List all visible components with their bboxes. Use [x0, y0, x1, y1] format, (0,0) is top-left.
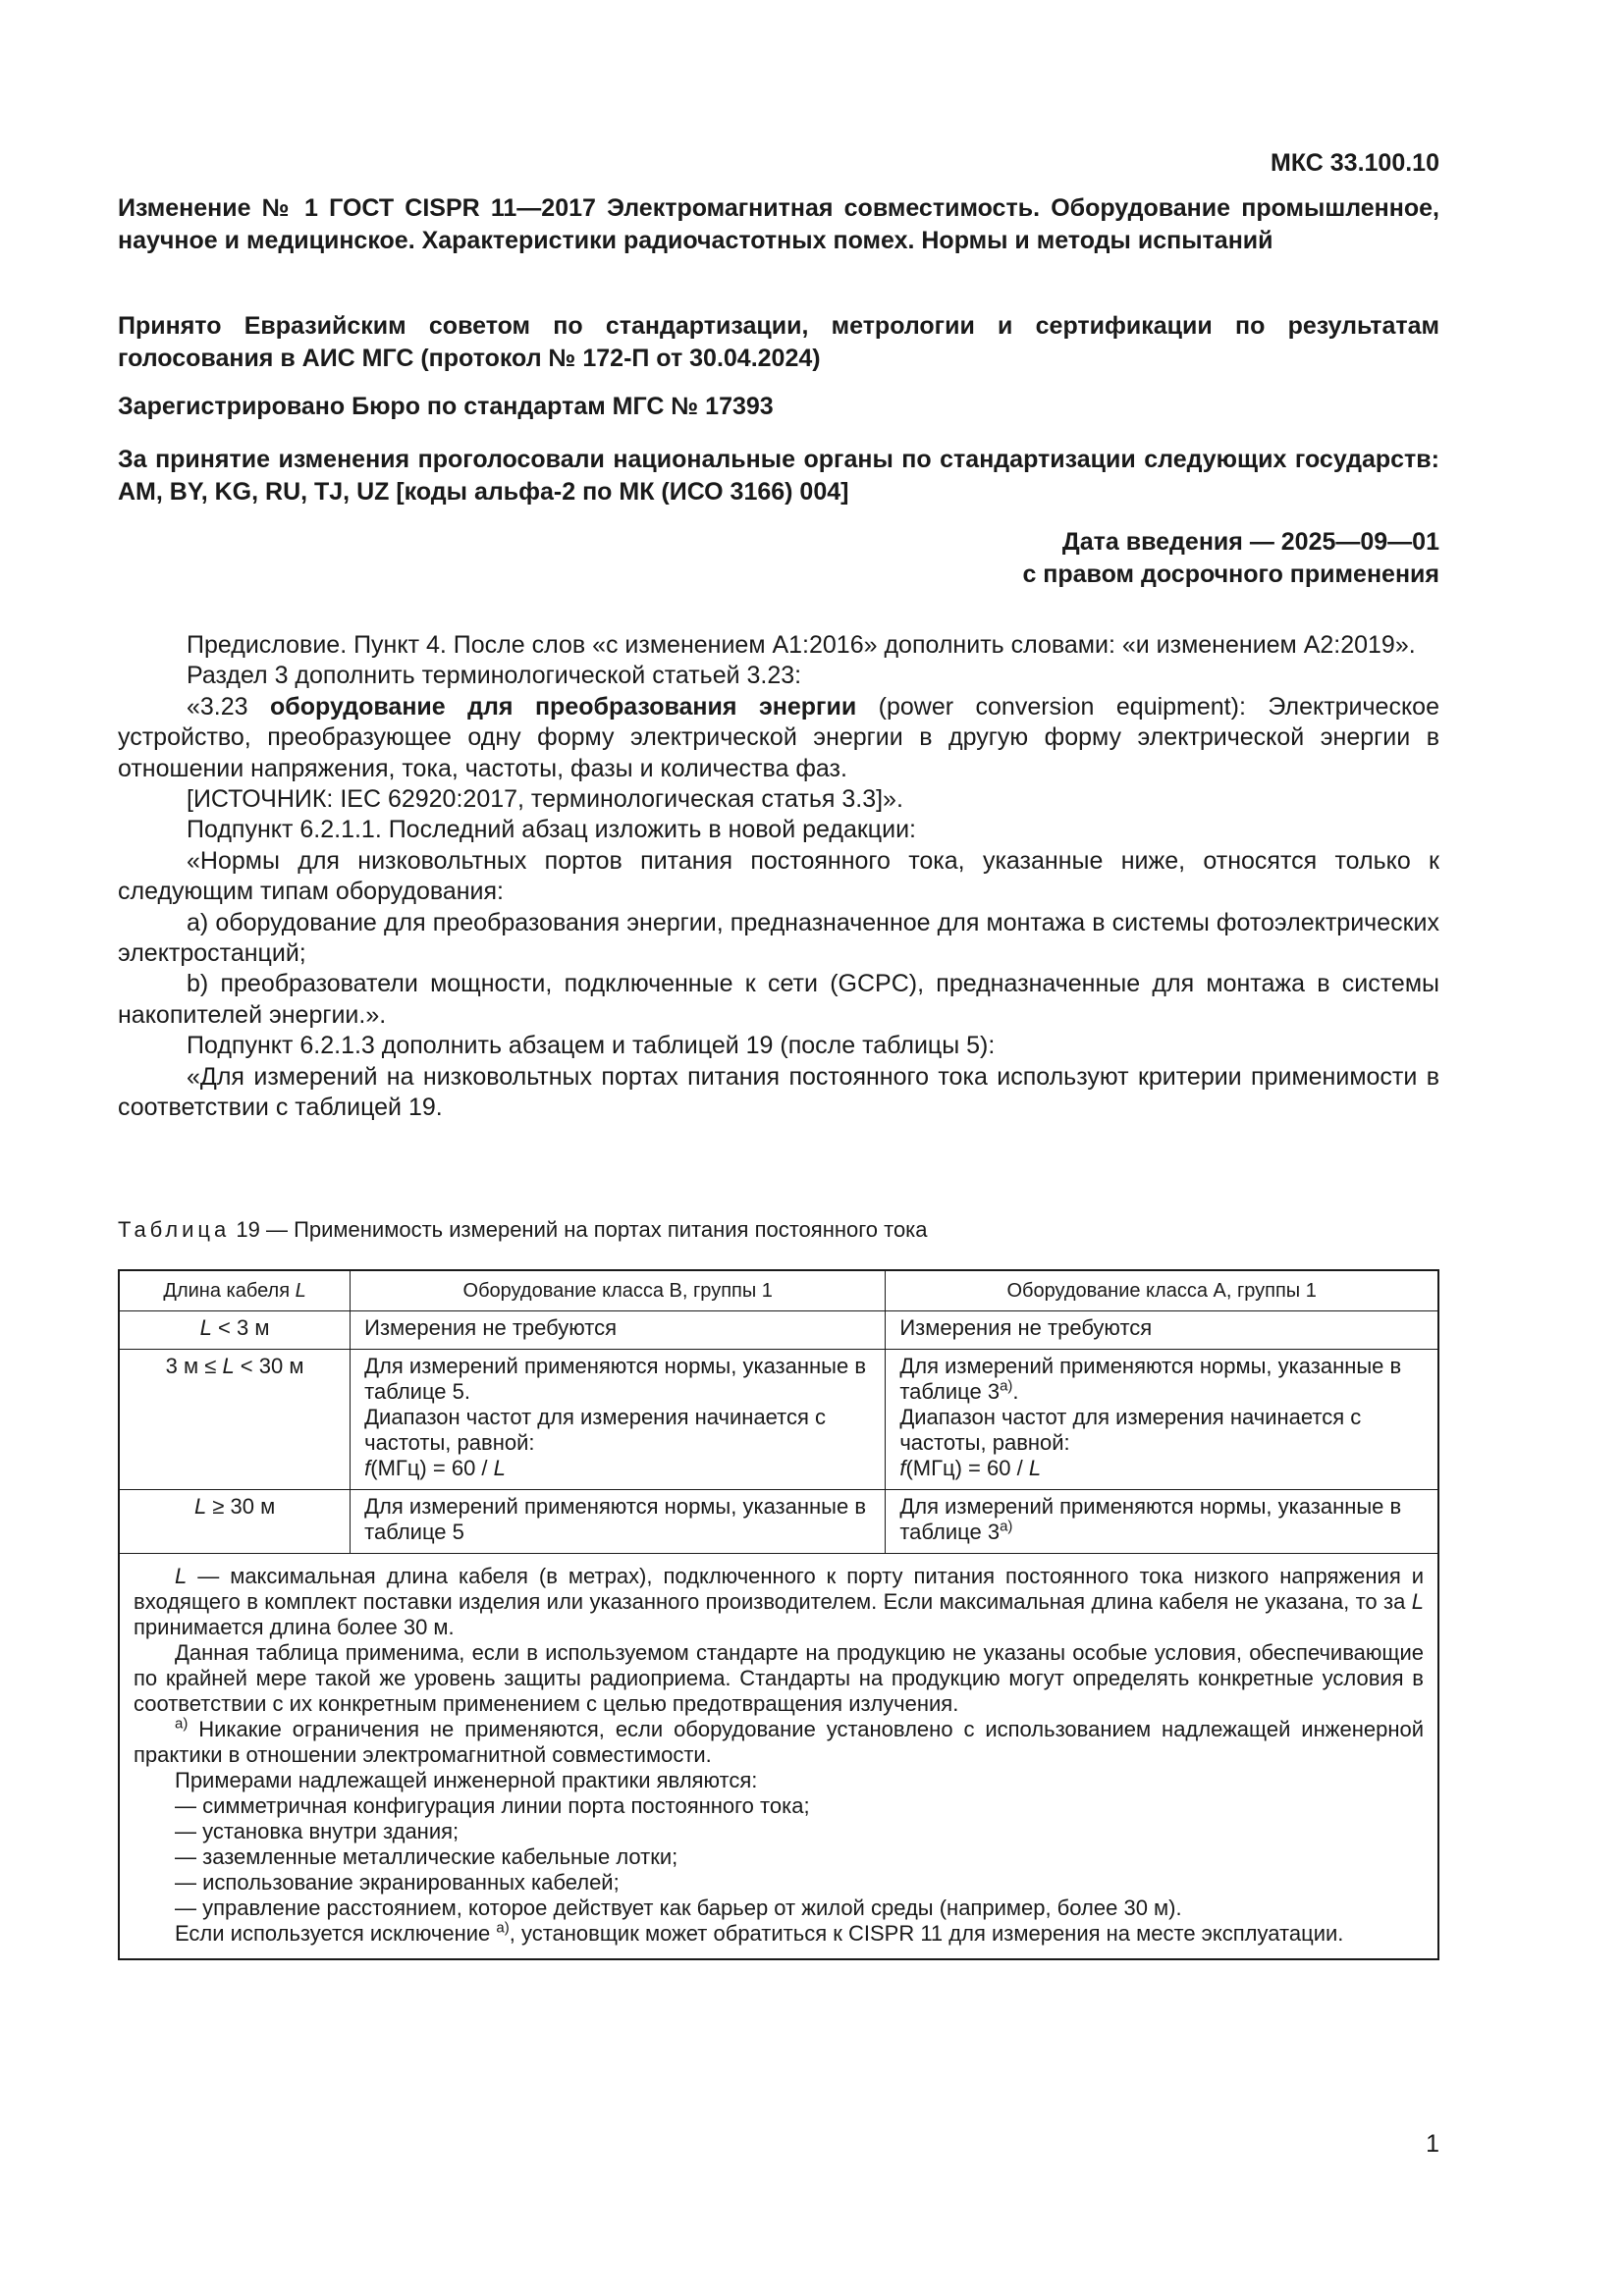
footnote-mark: а) — [496, 1919, 510, 1937]
list-item: — управление расстоянием, которое действует как барьер от жилой среды (например, более 30 м). — [175, 1896, 1182, 1920]
table-notes-row — [119, 1554, 1438, 1960]
adopted-statement: Принято Евразийским советом по стандартизации, метрологии и сертификации по результатам голосования в АИС МГС (протокол № 172-П от 30.04.2024) — [118, 312, 1439, 372]
note-var: L — [1411, 1589, 1424, 1614]
length-range: < 3 м — [211, 1315, 270, 1340]
class-a-frequency: Диапазон частот для измерения начинается с частоты, равной: — [899, 1405, 1362, 1455]
paragraph-6-2-1-3: Подпункт 6.2.1.3 дополнить абзацем и таблицей 19 (после таблицы 5): — [187, 1032, 996, 1060]
cell-class-a: Измерения не требуются — [886, 1311, 1438, 1350]
paragraph-term-3-23 — [118, 692, 1439, 784]
applicability-table — [118, 1269, 1439, 1960]
paragraph-section3: Раздел 3 дополнить терминологической статьей 3.23: — [187, 662, 802, 690]
cell-length — [119, 1490, 351, 1554]
list-item: — симметричная конфигурация линии порта постоянного тока; — [175, 1793, 810, 1818]
paragraph-source: [ИСТОЧНИК: IEC 62920:2017, терминологическая статья 3.3]». — [187, 785, 903, 814]
footnote-ref: а) — [1000, 1518, 1013, 1535]
header-cable-length — [119, 1270, 351, 1311]
formula-l: L — [1028, 1456, 1042, 1480]
amendment-body — [118, 630, 1439, 1124]
cell-class-b: Для измерений применяются нормы, указанные в таблице 5 — [351, 1490, 886, 1554]
paragraph-6-2-1-1: Подпункт 6.2.1.1. Последний абзац изложить в новой редакции: — [187, 816, 916, 844]
paragraph-item-b: b) преобразователи мощности, подключенные к сети (GCPC), предназначенные для монтажа в системы накопителей энергии.». — [118, 970, 1439, 1029]
class-a-norms-text: Для измерений применяются нормы, указанные в таблице 3 — [899, 1354, 1402, 1404]
cell-class-a — [886, 1490, 1438, 1554]
header-cable-length-text: Длина кабеля — [163, 1279, 296, 1302]
term-name: оборудование для преобразования энергии — [270, 692, 857, 721]
cell-class-b — [351, 1350, 886, 1490]
note-footnote-a — [134, 1717, 1424, 1768]
table-caption-text: 19 — Применимость измерений на портах питания постоянного тока — [230, 1217, 928, 1242]
formula-l: L — [493, 1456, 506, 1480]
header-class-b: Оборудование класса В, группы 1 — [351, 1270, 886, 1311]
formula-f: f — [899, 1456, 906, 1480]
formula-mid: (МГц) = 60 / — [370, 1456, 494, 1480]
voting-statement: За принятие изменения проголосовали национальные органы по стандартизации следующих государств: AM, BY, KG, RU, TJ, UZ [коды альфа-2 по МК (ИСО 3166) 004] — [118, 446, 1439, 506]
length-range: < 30 м — [234, 1354, 304, 1378]
length-lower: 3 м ≤ — [165, 1354, 223, 1378]
footnote-ref: а) — [1000, 1377, 1013, 1395]
note-applicability: Данная таблица применима, если в используемом стандарте на продукцию не указаны особые условия, обеспечивающие по крайней мере такой же уровень защиты радиоприема. Стандарты на продукцию могут определять конкретные условия в соответствии с их конкретным применением с целью предотвращения излучения. — [134, 1640, 1424, 1716]
list-item: — установка внутри здания; — [175, 1819, 460, 1843]
note-exception — [134, 1921, 1424, 1947]
class-b-norms: Для измерений применяются нормы, указанные в таблице 5. — [364, 1354, 867, 1404]
table-caption-word: Таблица — [118, 1217, 231, 1242]
formula-mid: (МГц) = 60 / — [905, 1456, 1029, 1480]
table-caption — [118, 1217, 928, 1243]
header-cable-length-var: L — [295, 1279, 306, 1302]
registration-statement: Зарегистрировано Бюро по стандартам МГС № 17393 — [118, 393, 774, 420]
note-text: Никакие ограничения не применяются, если оборудование установлено с использованием надлежащей инженерной практики в отношении электромагнитной совместимости. — [134, 1717, 1424, 1767]
cell-class-a — [886, 1350, 1438, 1490]
class-b-frequency: Диапазон частот для измерения начинается с частоты, равной: — [364, 1405, 827, 1455]
cell-length — [119, 1311, 351, 1350]
term-number: «3.23 — [187, 692, 271, 721]
term-definition: (power conversion equipment): Электрическое устройство, преобразующее одну форму электрической энергии в другую форму электрической энергии в отношении напряжения, тока, частоты, фазы и количества фаз. — [118, 692, 1439, 782]
cell-class-b: Измерения не требуются — [351, 1311, 886, 1350]
table-header-row — [119, 1270, 1438, 1311]
list-item: — использование экранированных кабелей; — [175, 1870, 620, 1895]
introduction-date: Дата введения — 2025—09—01 — [1061, 528, 1439, 556]
early-application-note: с правом досрочного применения — [1022, 561, 1439, 588]
note-examples-intro: Примерами надлежащей инженерной практики являются: — [175, 1768, 758, 1792]
length-var: L — [222, 1354, 235, 1378]
class-a-norms — [899, 1354, 1424, 1405]
table-notes — [119, 1554, 1438, 1960]
class-b-formula — [364, 1456, 871, 1481]
mks-code: МКС 33.100.10 — [1271, 149, 1439, 177]
note-text: , установщик может обратиться к CISPR 11 для измерения на месте эксплуатации. — [509, 1921, 1344, 1946]
note-var: L — [175, 1564, 188, 1588]
note-cable-length — [134, 1564, 1424, 1640]
length-var: L — [193, 1494, 207, 1519]
paragraph-criteria: «Для измерений на низковольтных портах питания постоянного тока используют критерии применимости в соответствии с таблицей 19. — [118, 1062, 1439, 1122]
length-var: L — [199, 1315, 212, 1340]
footnote-mark: а) — [175, 1715, 189, 1733]
page-number: 1 — [1426, 2130, 1439, 2158]
note-text: Если используется исключение — [175, 1921, 497, 1946]
list-item: — заземленные металлические кабельные лотки; — [175, 1844, 678, 1869]
class-a-norms-text: Для измерений применяются нормы, указанные в таблице 3 — [899, 1494, 1402, 1544]
paragraph-item-a: а) оборудование для преобразования энергии, предназначенное для монтажа в системы фотоэлектрических электростанций; — [118, 908, 1439, 968]
paragraph-preface: Предисловие. Пункт 4. После слов «с изменением А1:2016» дополнить словами: «и изменением А2:2019». — [187, 631, 1416, 659]
introduction-date-block — [1022, 526, 1439, 591]
amendment-title: Изменение № 1 ГОСТ CISPR 11—2017 Электромагнитная совместимость. Оборудование промышленное, научное и медицинское. Характеристики радиочастотных помех. Нормы и методы испытаний — [118, 194, 1439, 254]
table-row — [119, 1490, 1438, 1554]
note-text: — максимальная длина кабеля (в метрах), подключенного к порту питания постоянного тока низкого напряжения и входящего в комплект поставки изделия или указанного производителем. Если максимальная длина кабеля не указана, то за — [134, 1564, 1424, 1614]
note-text: принимается длина более 30 м. — [134, 1615, 455, 1639]
table-row — [119, 1311, 1438, 1350]
paragraph-norms: «Нормы для низковольтных портов питания постоянного тока, указанные ниже, относятся только к следующим типам оборудования: — [118, 846, 1439, 906]
length-range: ≥ 30 м — [206, 1494, 276, 1519]
class-a-norms-end: . — [1012, 1379, 1019, 1404]
table-row — [119, 1350, 1438, 1490]
formula-f: f — [364, 1456, 371, 1480]
class-a-formula — [899, 1456, 1424, 1481]
header-class-a: Оборудование класса А, группы 1 — [886, 1270, 1438, 1311]
cell-length — [119, 1350, 351, 1490]
